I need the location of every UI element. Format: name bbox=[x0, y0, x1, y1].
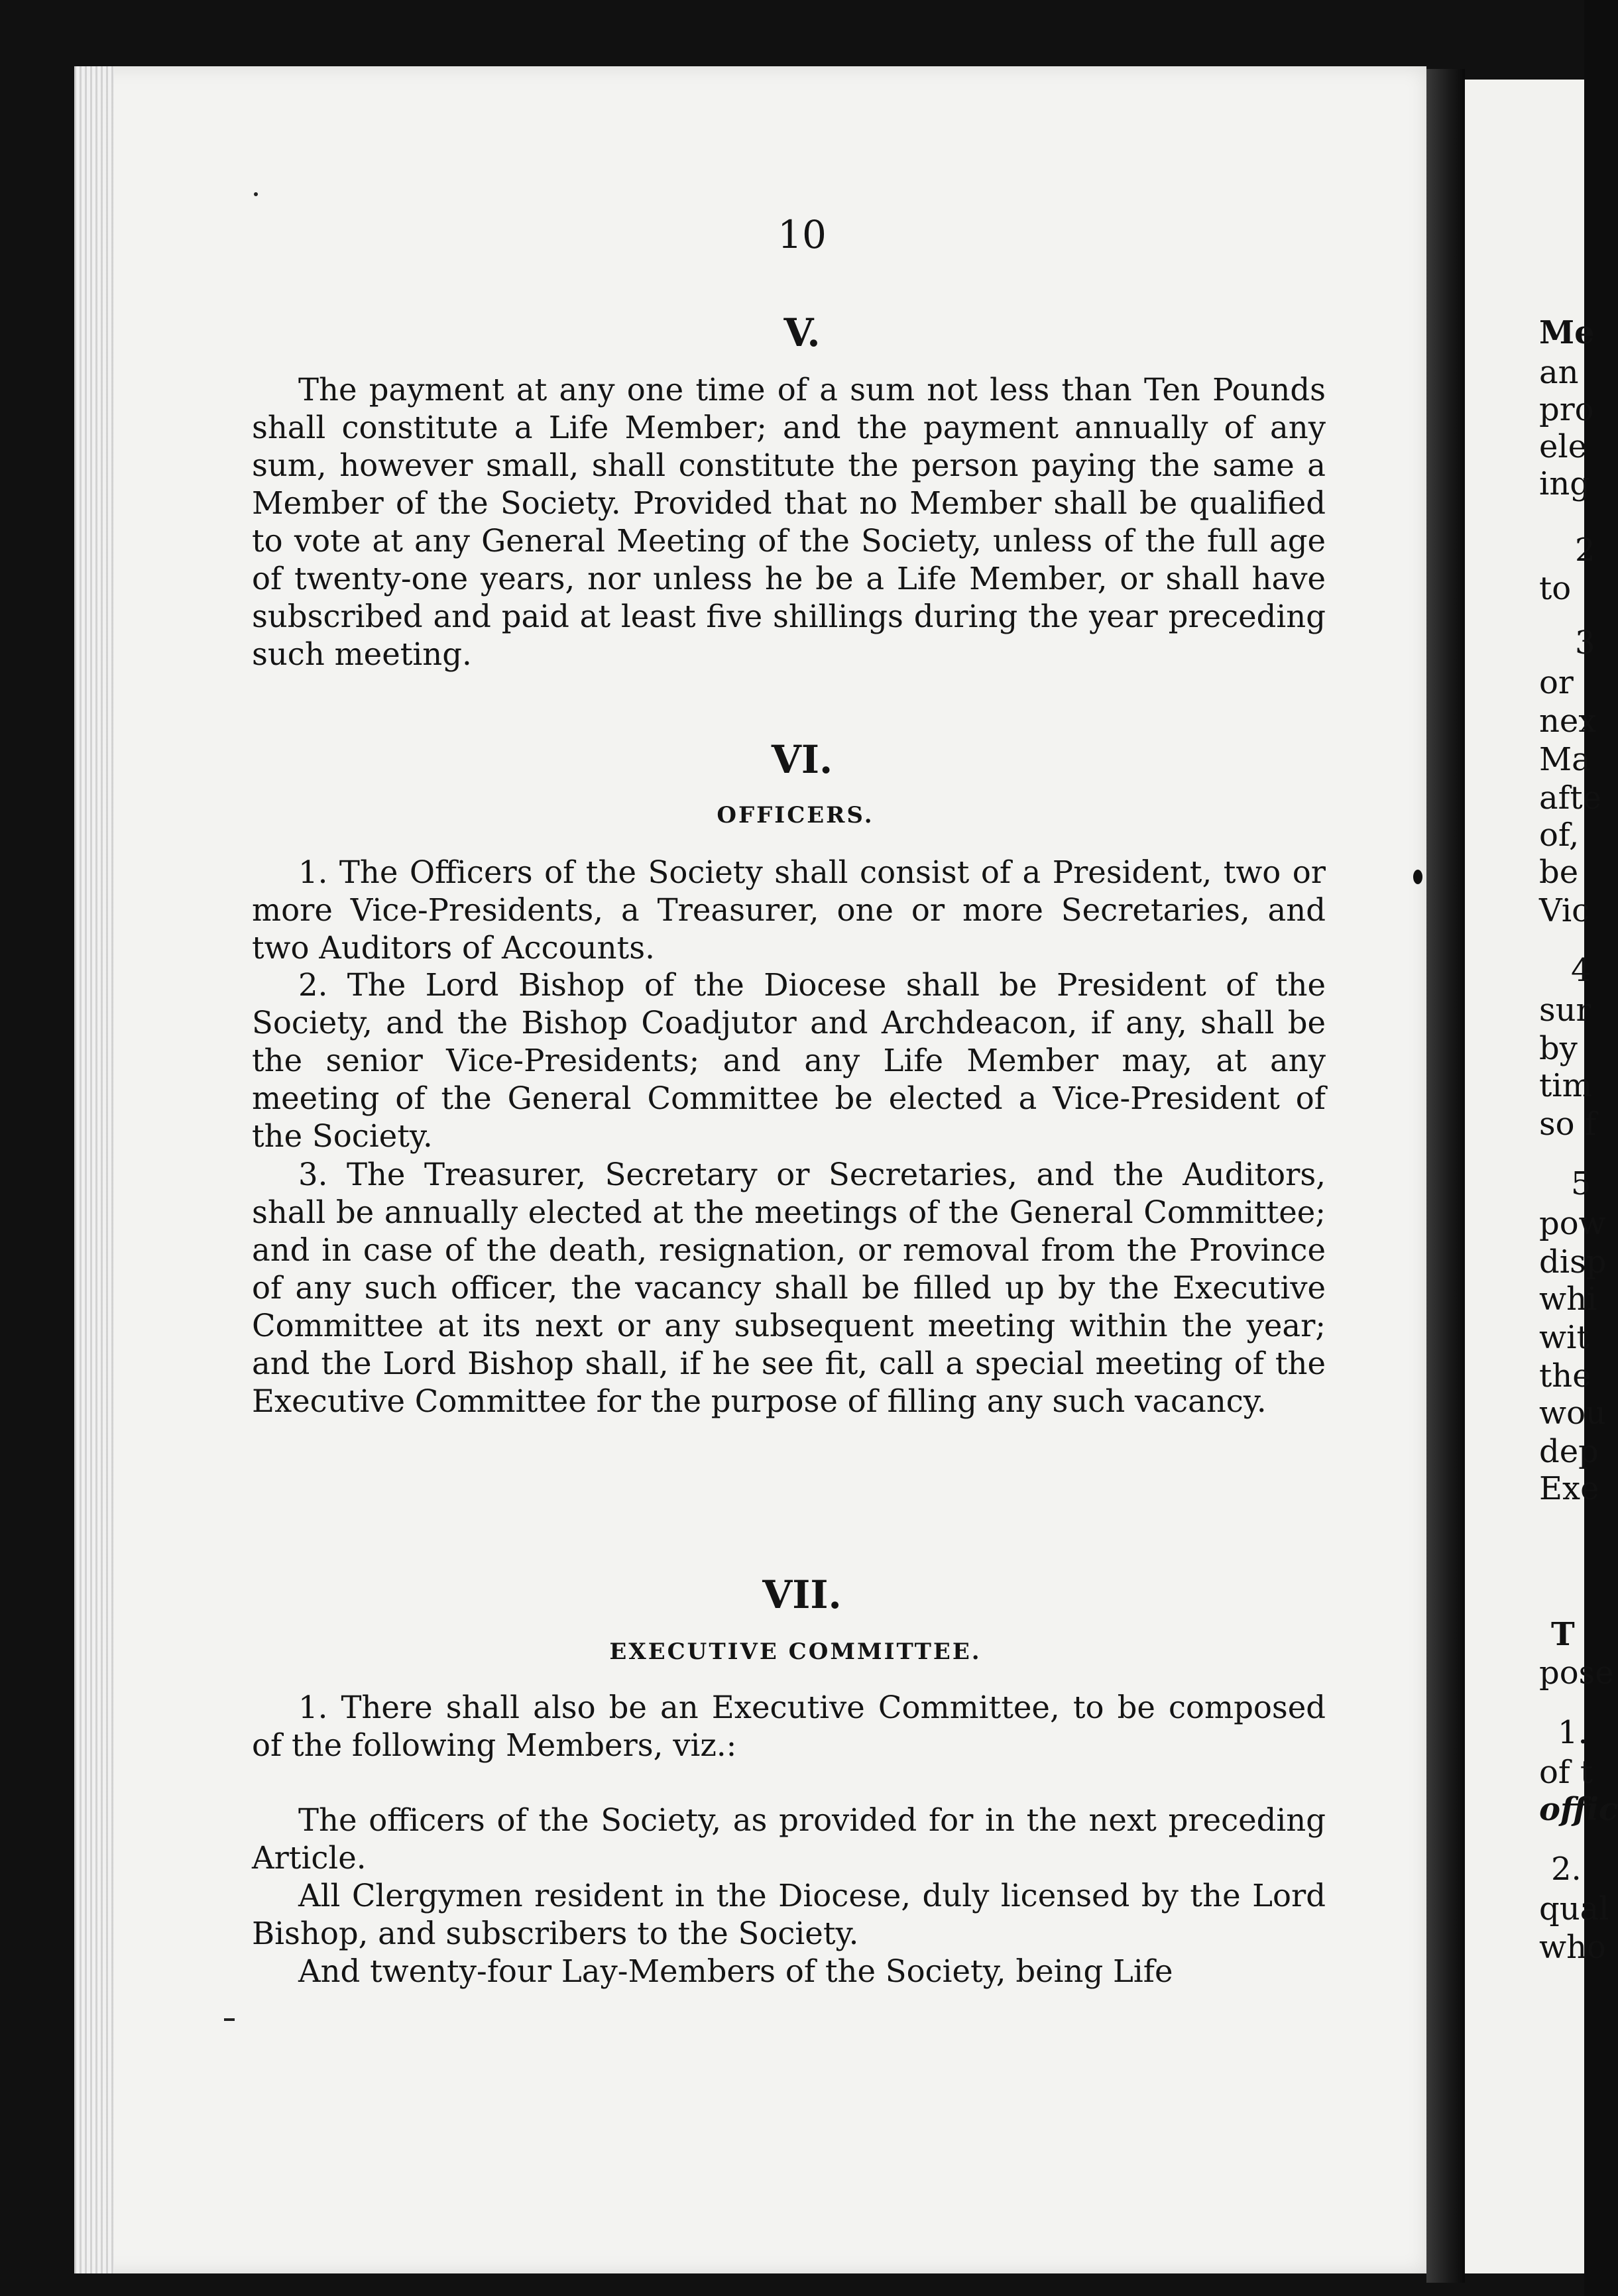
facing-line: tim bbox=[1539, 1067, 1593, 1104]
facing-line: 4 bbox=[1571, 952, 1591, 989]
article-v-heading: V. bbox=[783, 310, 821, 355]
article-vi-clause-3: 3. The Treasurer, Secretary or Secretaries, and the Auditors, shall be annually elected at the meetings of the General Committee; and in case of the death, resignation, or removal from the Province of any such officer, the vacancy shall be filled up by the Executive Committee at its next or any subsequent meeting within the year; and the Lord Bishop shall, if he see fit, call a special meeting of the Executive Committee for the purpose of filling any such vacancy. bbox=[252, 1157, 1326, 1419]
facing-line: 2. bbox=[1551, 1851, 1582, 1888]
facing-line: Ma bbox=[1539, 741, 1591, 778]
article-vi-heading: VI. bbox=[771, 737, 833, 782]
facing-line: the bbox=[1539, 1357, 1591, 1395]
article-vi-clause-1: 1. The Officers of the Society shall consist of a President, two or more Vice-Presidents, a Treasurer, one or more Secretaries, and two Auditors of Accounts. bbox=[252, 854, 1326, 966]
facing-line: wou bbox=[1539, 1395, 1606, 1432]
facing-line: pro bbox=[1539, 391, 1594, 428]
officers-heading: OFFICERS. bbox=[717, 802, 874, 829]
facing-line: qual bbox=[1539, 1890, 1609, 1927]
facing-line: 1. bbox=[1558, 1714, 1588, 1751]
facing-line: of t bbox=[1539, 1754, 1593, 1791]
facing-line: who bbox=[1539, 1929, 1606, 1966]
facing-line: dep bbox=[1539, 1433, 1599, 1470]
facing-line: disp bbox=[1539, 1243, 1607, 1281]
article-vii-clergymen-line: All Clergymen resident in the Diocese, duly licensed by the Lord Bishop, and subscribers to the Society. bbox=[252, 1878, 1326, 1951]
page-number: 10 bbox=[778, 212, 827, 257]
facing-line: of, bbox=[1539, 817, 1580, 854]
article-vii-lay-members-line: And twenty-four Lay-Members of the Society, being Life bbox=[298, 1953, 1173, 1989]
facing-line: ing bbox=[1539, 465, 1590, 502]
facing-line: wit bbox=[1539, 1319, 1589, 1356]
facing-line: 5 bbox=[1571, 1165, 1591, 1202]
facing-line: an bbox=[1539, 354, 1579, 391]
page-speck bbox=[254, 192, 258, 196]
facing-line: 3 bbox=[1575, 624, 1595, 661]
article-vii-heading: VII. bbox=[762, 1572, 842, 1617]
facing-line: be bbox=[1539, 854, 1579, 891]
facing-line: by bbox=[1539, 1030, 1578, 1067]
facing-line: T bbox=[1551, 1616, 1575, 1653]
binding-gutter bbox=[74, 66, 114, 2273]
article-vi-clause-2: 2. The Lord Bishop of the Diocese shall be President of the Society, and the Bishop Coadjutor and Archdeacon, if any, shall be the senior Vice-Presidents; and any Life Member may, at any meeting of the General Committee be elected a Vice-President of the Society. bbox=[252, 967, 1326, 1154]
facing-line: pose bbox=[1539, 1654, 1614, 1692]
book-spine bbox=[1426, 69, 1465, 2283]
article-vii-clause-1: 1. There shall also be an Executive Committee, to be composed of the following Members, viz.: bbox=[252, 1690, 1326, 1763]
article-v-paragraph: The payment at any one time of a sum not less than Ten Pounds shall constitute a Life Member; and the payment annually of any sum, however small, shall constitute the person paying the same a Member of the Society. Provided that no Member shall be qualified to vote at any General Meeting of the Society, unless of the full age of twenty-one years, nor unless he be a Life Member, or shall have subscribed and paid at least five shillings during the year preceding such meeting. bbox=[252, 372, 1326, 672]
facing-line: whi bbox=[1539, 1281, 1597, 1318]
facing-line: sur bbox=[1539, 992, 1591, 1029]
facing-line: ele bbox=[1539, 428, 1588, 465]
facing-line: pow bbox=[1539, 1205, 1606, 1242]
facing-line: 2 bbox=[1575, 532, 1595, 569]
facing-line: so f bbox=[1539, 1106, 1597, 1143]
executive-committee-heading: EXECUTIVE COMMITTEE. bbox=[609, 1638, 982, 1665]
margin-dash bbox=[224, 2018, 235, 2021]
article-vii-officers-line: The officers of the Society, as provided for in the next preceding Article. bbox=[252, 1802, 1326, 1876]
facing-line: Me bbox=[1539, 314, 1595, 351]
facing-line: to bbox=[1539, 570, 1572, 607]
facing-line: afte bbox=[1539, 779, 1602, 817]
spine-mark bbox=[1413, 870, 1422, 884]
facing-line: or bbox=[1539, 664, 1574, 701]
facing-line: Exe bbox=[1539, 1470, 1599, 1507]
facing-line: nex bbox=[1539, 703, 1597, 740]
facing-line: Vic bbox=[1539, 892, 1590, 929]
facing-line: offic bbox=[1539, 1791, 1618, 1828]
